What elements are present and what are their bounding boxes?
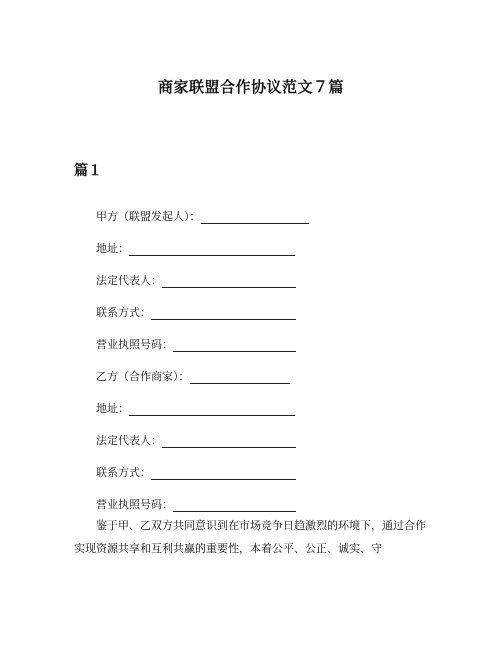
party-b-field bbox=[96, 370, 290, 384]
field-label: 地址： bbox=[96, 402, 129, 415]
fill-in-blank bbox=[173, 339, 296, 352]
fill-in-blank bbox=[173, 499, 296, 512]
field-label: 乙方（合作商家）： bbox=[96, 370, 190, 383]
party-b-representative-field bbox=[96, 434, 296, 448]
fill-in-blank bbox=[151, 467, 296, 480]
document-title: 商家联盟合作协议范文７篇 bbox=[157, 78, 344, 96]
party-a-field bbox=[96, 210, 309, 224]
fill-in-blank bbox=[201, 211, 309, 224]
party-b-license-field bbox=[96, 498, 296, 512]
field-label: 法定代表人： bbox=[96, 274, 162, 287]
party-b-contact-field bbox=[96, 466, 296, 480]
field-label: 地址： bbox=[96, 242, 129, 255]
party-a-representative-field bbox=[96, 274, 296, 288]
fill-in-blank bbox=[162, 275, 296, 288]
section-heading: 篇１ bbox=[74, 163, 102, 179]
field-label: 营业执照号码： bbox=[96, 498, 173, 511]
fill-in-blank bbox=[162, 435, 296, 448]
fill-in-blank bbox=[129, 403, 295, 416]
field-label: 营业执照号码： bbox=[96, 338, 173, 351]
fill-in-blank bbox=[151, 307, 296, 320]
party-a-contact-field bbox=[96, 306, 296, 320]
party-b-address-field bbox=[96, 402, 295, 416]
party-a-license-field bbox=[96, 338, 296, 352]
party-a-address-field bbox=[96, 242, 295, 256]
body-paragraph: 鉴于甲、乙双方共同意识到在市场竞争日趋激烈的环境下，通过合作实现资源共享和互利共赢的重要性，本着公平、公正、诚实、守 bbox=[74, 519, 426, 555]
fill-in-blank bbox=[129, 243, 295, 256]
field-label: 法定代表人： bbox=[96, 434, 162, 447]
field-label: 甲方（联盟发起人）： bbox=[96, 210, 201, 223]
fill-in-blank bbox=[190, 371, 290, 384]
field-label: 联系方式： bbox=[96, 306, 151, 319]
field-label: 联系方式： bbox=[96, 466, 151, 479]
